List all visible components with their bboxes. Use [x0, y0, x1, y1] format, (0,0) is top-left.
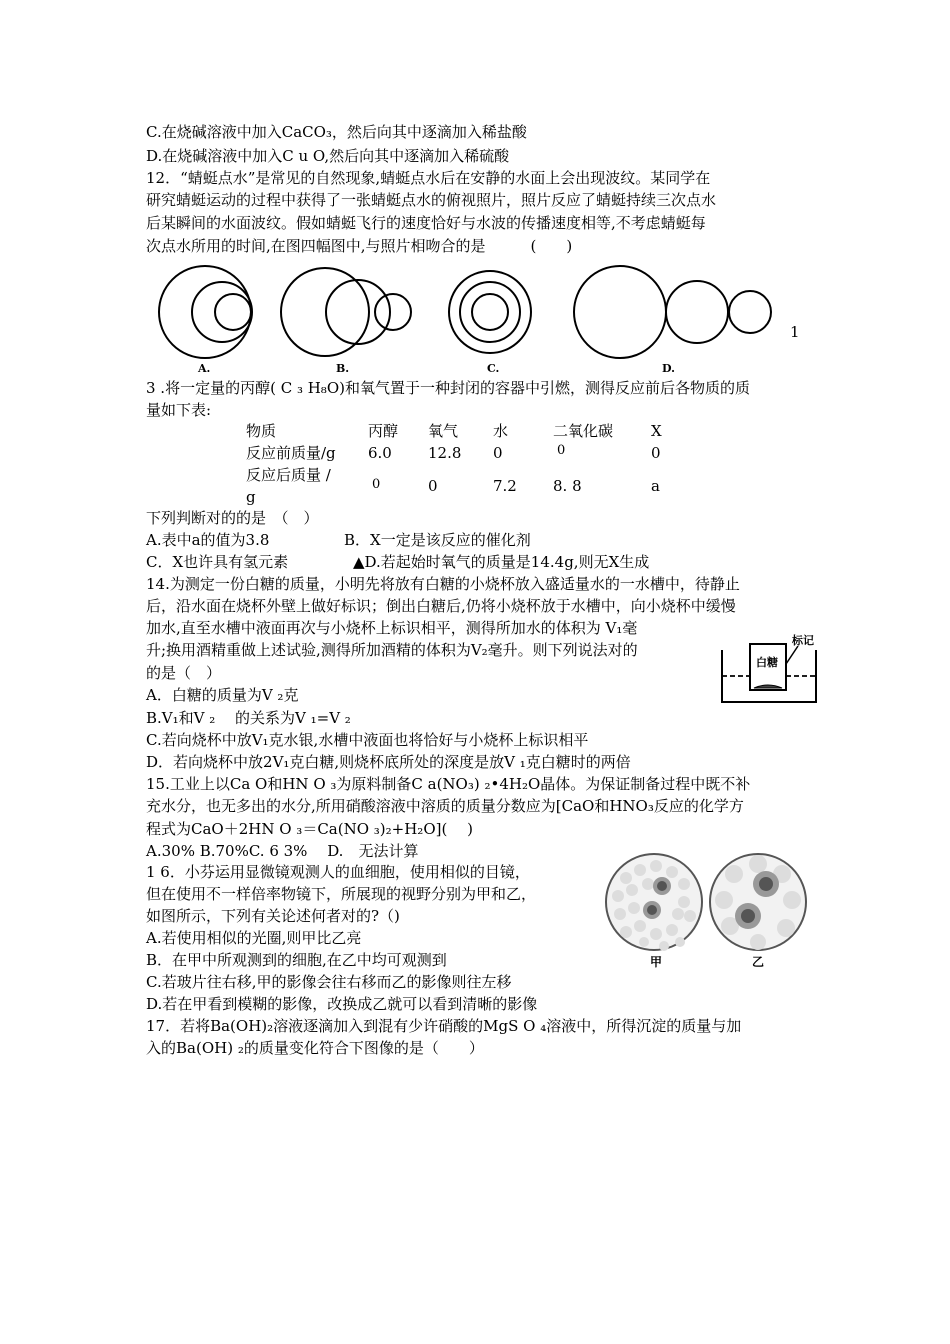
table-cell: a: [651, 477, 660, 495]
beaker-figure: [718, 630, 822, 708]
ripple-label-d: D.: [662, 362, 675, 375]
table-cell: 12.8: [428, 444, 462, 462]
table-cell: 6.0: [368, 444, 392, 462]
q17-line2: 入的Ba(OH) ₂的质量变化符合下图像的是（ ）: [146, 1039, 484, 1057]
q14-option-a: A．白糖的质量为V ₂克: [146, 686, 299, 704]
table-header-oxygen: 氧气: [428, 422, 459, 440]
q14-line2: 后，沿水面在烧杯外壁上做好标识；倒出白糖后,仍将小烧杯放于水槽中，向小烧杯中缓慢: [146, 597, 736, 615]
option-c-q11: C.在烧碱溶液中加入CaCO₃，然后向其中逐滴加入稀盐酸: [146, 123, 527, 141]
table-row-after-label-unit: g: [246, 488, 256, 506]
ripple-label-c: C.: [487, 362, 500, 375]
table-cell: 0: [372, 477, 381, 492]
q14-option-b: B.V₁和V ₂ 的关系为V ₁=V ₂: [146, 709, 351, 727]
q14-line4: 升;换用酒精重做上述试验,测得所加酒精的体积为V₂毫升。则下列说法对的: [146, 641, 638, 659]
field-label-yi: 乙: [752, 955, 765, 969]
table-header-x: X: [651, 422, 662, 440]
ripple-label-b: B.: [336, 362, 350, 375]
side-number: 1: [790, 323, 800, 341]
q13-prompt: 下列判断对的的是 （ ）: [146, 509, 319, 527]
ripple-a-small: [215, 294, 251, 330]
q16-option-b: B．在甲中所观测到的细胞,在乙中均可观测到: [146, 951, 447, 969]
q12-line1: 12．“蜻蜓点水”是常见的自然现象,蜻蜓点水后在安静的水面上会出现波纹。某同学在: [146, 169, 711, 187]
q13-line1: 3 .将一定量的丙醇( C ₃ H₈O)和氧气置于一种封闭的容器中引燃，测得反应前后各物质的质: [146, 379, 750, 397]
ripple-label-a: A.: [198, 362, 211, 375]
table-header-substance: 物质: [246, 422, 277, 440]
table-cell: 8. 8: [553, 477, 582, 495]
q13-line2: 量如下表:: [146, 401, 212, 419]
ripple-a-mid: [192, 282, 252, 342]
q14-option-c: C.若向烧杯中放V₁克水银,水槽中液面也将恰好与小烧杯上标识相平: [146, 731, 589, 749]
table-cell: 0: [493, 444, 503, 462]
sugar-label: 白糖: [756, 656, 778, 669]
q16-line3: 如图所示，下列有关论述何者对的?（): [146, 907, 400, 925]
table-cell: 0: [557, 443, 566, 458]
q13-option-a: A.表中a的值为3.8: [146, 531, 270, 549]
q13-option-d: ▲D.若起始时氧气的质量是14.4g,则无X生成: [353, 553, 650, 571]
table-cell: 0: [651, 444, 661, 462]
q17-line1: 17．若将Ba(OH)₂溶液逐滴加入到混有少许硝酸的MgS O ₄溶液中，所得沉淀的质量与加: [146, 1017, 742, 1035]
option-d-q11: D.在烧碱溶液中加入C u O,然后向其中逐滴加入稀硫酸: [146, 147, 510, 165]
table-cell: 0: [428, 477, 438, 495]
q16-line2: 但在使用不一样倍率物镜下，所展现的视野分别为甲和乙，: [146, 885, 537, 903]
q16-line1: 1 6．小芬运用显微镜观测人的血细胞，使用相似的目镜，: [146, 863, 530, 881]
ripple-c-outer: [449, 271, 531, 353]
ripple-c-mid: [460, 282, 520, 342]
table-header-water: 水: [493, 422, 509, 440]
microscope-figure: [600, 850, 814, 970]
mark-label: 标记: [792, 634, 814, 647]
ripple-b-small: [375, 294, 411, 330]
mark-pointer: [786, 646, 798, 664]
table-header-propanol: 丙醇: [368, 422, 399, 440]
ripple-c-inner: [472, 294, 508, 330]
q15-line2: 充水分，也无多出的水分,所用硝酸溶液中溶质的质量分数应为[CaO和HNO₃反应的化学方: [146, 797, 744, 815]
table-header-co2: 二氧化碳: [553, 422, 614, 440]
table-row-after-label: 反应后质量 /: [246, 466, 331, 484]
ripple-d-large: [574, 266, 666, 358]
q14-line3: 加水,直至水槽中液面再次与小烧杯上标识相平，测得所加水的体积为 V₁毫: [146, 619, 638, 637]
q14-line1: 14.为测定一份白糖的质量，小明先将放有白糖的小烧杯放入盛适量水的一水槽中，待静止: [146, 575, 740, 593]
q12-line3: 后某瞬间的水面波纹。假如蜻蜓飞行的速度恰好与水波的传播速度相等,不考虑蜻蜓每: [146, 214, 706, 232]
q15-line3: 程式为CaO＋2HN O ₃＝Ca(NO ₃)₂+H₂O]( ): [146, 820, 473, 838]
field-jia: [606, 854, 702, 951]
q14-line5: 的是（ ）: [146, 664, 222, 682]
table-cell: 7.2: [493, 477, 517, 495]
q15-line1: 15.工业上以Ca O和HN O ₃为原料制备C a(NO₃) ₂•4H₂O晶体。为保证制备过程中既不补: [146, 775, 751, 793]
ripple-figure: [150, 262, 810, 380]
q13-option-c: C．X也许具有氢元素: [146, 553, 289, 571]
q12-line2: 研究蜻蜓运动的过程中获得了一张蜻蜓点水的俯视照片，照片反应了蜻蜓持续三次点水: [146, 191, 717, 209]
q12-line4: 次点水所用的时间,在图四幅图中,与照片相吻合的是 ( ): [146, 237, 573, 255]
q16-option-a: A.若使用相似的光圈,则甲比乙亮: [146, 929, 362, 947]
q16-option-d: D.若在甲看到模糊的影像，改换成乙就可以看到清晰的影像: [146, 995, 538, 1013]
ripple-d-mid: [666, 281, 728, 343]
field-yi: [710, 854, 806, 950]
q15-options: A.30% B.70%C. 6 3% D. 无法计算: [146, 842, 419, 860]
field-label-jia: 甲: [650, 955, 663, 969]
q14-option-d: D．若向烧杯中放2V₁克白糖,则烧杯底所处的深度是放V ₁克白糖时的两倍: [146, 753, 631, 771]
ripple-d-small: [729, 291, 771, 333]
q13-option-b: B．X一定是该反应的催化剂: [344, 531, 531, 549]
ripple-a-large: [159, 266, 251, 358]
table-row-before-label: 反应前质量/g: [246, 444, 336, 462]
ripple-b-mid: [326, 280, 390, 344]
q16-option-c: C.若玻片往右移,甲的影像会往右移而乙的影像则往左移: [146, 973, 512, 991]
